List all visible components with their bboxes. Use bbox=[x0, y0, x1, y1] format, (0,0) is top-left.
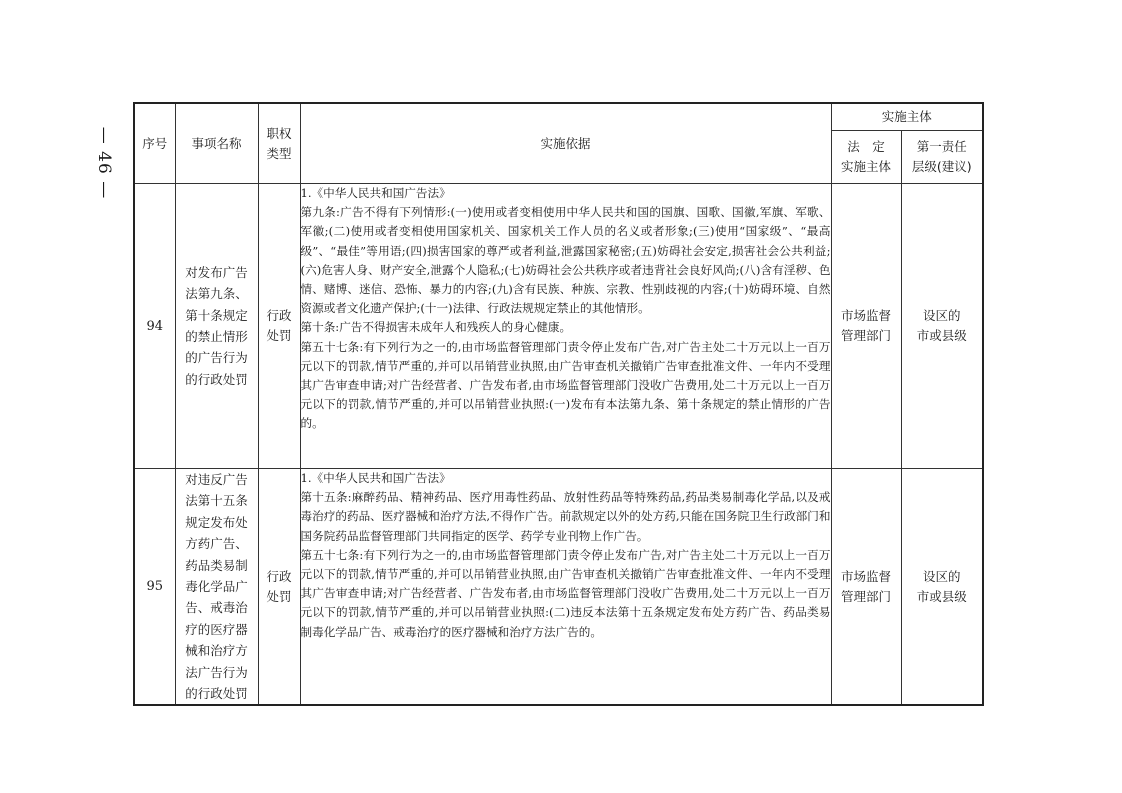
row-basis bbox=[300, 469, 831, 706]
basis-article: 第九条:广告不得有下列情形:(一)使用或者变相使用中华人民共和国的国旗、国歌、国徽,军旗、军歌、军徽;(二)使用或者变相使用国家机关、国家机关工作人员的名义或者形象;(三)使用“国家级”、“最高级”、“最佳”等用语;(四)损害国家的尊严或者利益,泄露国家秘密;(五)妨碍社会安定,损害社会公共利益;(六)危害人身、财产安全,泄露个人隐私;(七)妨碍社会公共秩序或者违背社会良好风尚;(八)含有淫秽、色情、赌博、迷信、恐怖、暴力的内容;(九)含有民族、种族、宗教、性别歧视的内容;(十)妨碍环境、自然资源或者文化遗产保护;(十一)法律、行政法规规定禁止的其他情形。 bbox=[300, 205, 831, 316]
header-resp-level-line1: 第一责任 bbox=[916, 139, 967, 154]
basis-article: 第五十七条:有下列行为之一的,由市场监督管理部门责令停止发布广告,对广告主处二十万元以上一百万元以下的罚款,情节严重的,并可以吊销营业执照,由广告审查机关撤销广告审查批准文件、一年内不受理其广告审查申请;对广告经营者、广告发布者,由市场监督管理部门没收广告费用,处二十万元以上一百万元以下的罚款,情节严重的,并可以吊销营业执照:(二)违反本法第十五条规定发布处方药广告、药品类易制毒化学品广告、戒毒治疗的医疗器械和治疗方法广告的。 bbox=[300, 547, 831, 639]
row-power-type bbox=[258, 469, 300, 706]
row-seq: 94 bbox=[134, 184, 175, 469]
header-basis: 实施依据 bbox=[300, 103, 831, 184]
row-basis bbox=[300, 184, 831, 469]
basis-law-title: 1.《中华人民共和国广告法》 bbox=[300, 471, 451, 485]
table-row bbox=[134, 469, 983, 706]
header-power-type-line1: 职权 bbox=[266, 125, 292, 141]
legal-body-line: 市场监督 bbox=[840, 568, 891, 584]
power-type-line: 处罚 bbox=[266, 588, 292, 604]
item-name-line: 的行政处罚 bbox=[185, 686, 248, 702]
administrative-power-table bbox=[133, 102, 984, 706]
item-name-line: 毒化学品广 bbox=[185, 579, 248, 595]
row-resp-level bbox=[901, 184, 983, 469]
row-resp-level bbox=[901, 469, 983, 706]
row-legal-body bbox=[831, 184, 901, 469]
basis-law-title: 1.《中华人民共和国广告法》 bbox=[300, 186, 451, 200]
resp-level-line: 设区的 bbox=[923, 308, 961, 323]
item-name-line: 对发布广告 bbox=[185, 264, 248, 280]
power-type-line: 处罚 bbox=[266, 328, 292, 343]
header-impl-group: 实施主体 bbox=[831, 103, 983, 131]
row-legal-body bbox=[831, 469, 901, 706]
row-power-type bbox=[258, 184, 300, 469]
resp-level-line: 市或县级 bbox=[916, 588, 967, 604]
item-name-line: 的禁止情形 bbox=[185, 329, 248, 344]
basis-article: 第十条:广告不得损害未成年人和残疾人的身心健康。 bbox=[300, 320, 572, 335]
basis-article: 第五十七条:有下列行为之一的,由市场监督管理部门责令停止发布广告,对广告主处二十万元以上一百万元以下的罚款,情节严重的,并可以吊销营业执照,由广告审查机关撤销广告审查批准文件、一年内不受理其广告审查申请;对广告经营者、广告发布者,由市场监督管理部门没收广告费用,处二十万元以上一百万元以下的罚款,情节严重的,并可以吊销营业执照:(一)发布有本法第九条、第十条规定的禁止情形的广告的。 bbox=[300, 339, 831, 431]
item-name-line: 疗的医疗器 bbox=[185, 621, 248, 637]
resp-level-line: 市或县级 bbox=[916, 328, 967, 343]
legal-body-line: 市场监督 bbox=[840, 308, 891, 323]
item-name-line: 的行政处罚 bbox=[185, 371, 248, 387]
header-legal-body-line2: 实施主体 bbox=[840, 159, 891, 174]
item-name-line: 第十条规定 bbox=[185, 307, 248, 323]
item-name-line: 方药广告、 bbox=[185, 536, 248, 552]
header-item-name: 事项名称 bbox=[175, 103, 258, 184]
item-name-line: 对违反广告 bbox=[185, 472, 248, 487]
basis-article: 第十五条:麻醉药品、精神药品、医疗用毒性药品、放射性药品等特殊药品,药品类易制毒化学品,以及戒毒治疗的药品、医疗器械和治疗方法,不得作广告。前款规定以外的处方药,只能在国务院卫生行政部门和国务院药品监督管理部门共同指定的医学、药学专业刊物上作广告。 bbox=[300, 490, 831, 543]
item-name-line: 规定发布处 bbox=[185, 514, 248, 530]
item-name-line: 的广告行为 bbox=[185, 350, 248, 366]
legal-body-line: 管理部门 bbox=[840, 328, 891, 343]
table-row bbox=[134, 184, 983, 469]
row-seq: 95 bbox=[134, 469, 175, 706]
header-resp-level-line2: 层级(建议) bbox=[911, 159, 972, 174]
header-power-type bbox=[258, 103, 300, 184]
header-power-type-line2: 类型 bbox=[266, 145, 292, 161]
legal-body-line: 管理部门 bbox=[840, 588, 891, 604]
row-item-name bbox=[175, 469, 258, 706]
row-item-name bbox=[175, 184, 258, 469]
header-seq: 序号 bbox=[134, 103, 175, 184]
header-resp-level bbox=[901, 131, 983, 184]
item-name-line: 法广告行为 bbox=[185, 664, 248, 680]
item-name-line: 告、戒毒治 bbox=[185, 600, 248, 616]
item-name-line: 法第十五条 bbox=[185, 493, 248, 509]
page-number bbox=[84, 118, 124, 208]
power-type-line: 行政 bbox=[266, 308, 292, 323]
item-name-line: 药品类易制 bbox=[185, 557, 248, 573]
header-legal-body-line1: 法 定 bbox=[847, 139, 885, 154]
power-type-line: 行政 bbox=[266, 568, 292, 584]
item-name-line: 械和治疗方 bbox=[185, 643, 248, 659]
page-number-text: — 46 — bbox=[94, 126, 115, 200]
item-name-line: 法第九条、 bbox=[185, 286, 248, 302]
header-legal-body bbox=[831, 131, 901, 184]
resp-level-line: 设区的 bbox=[923, 568, 961, 584]
